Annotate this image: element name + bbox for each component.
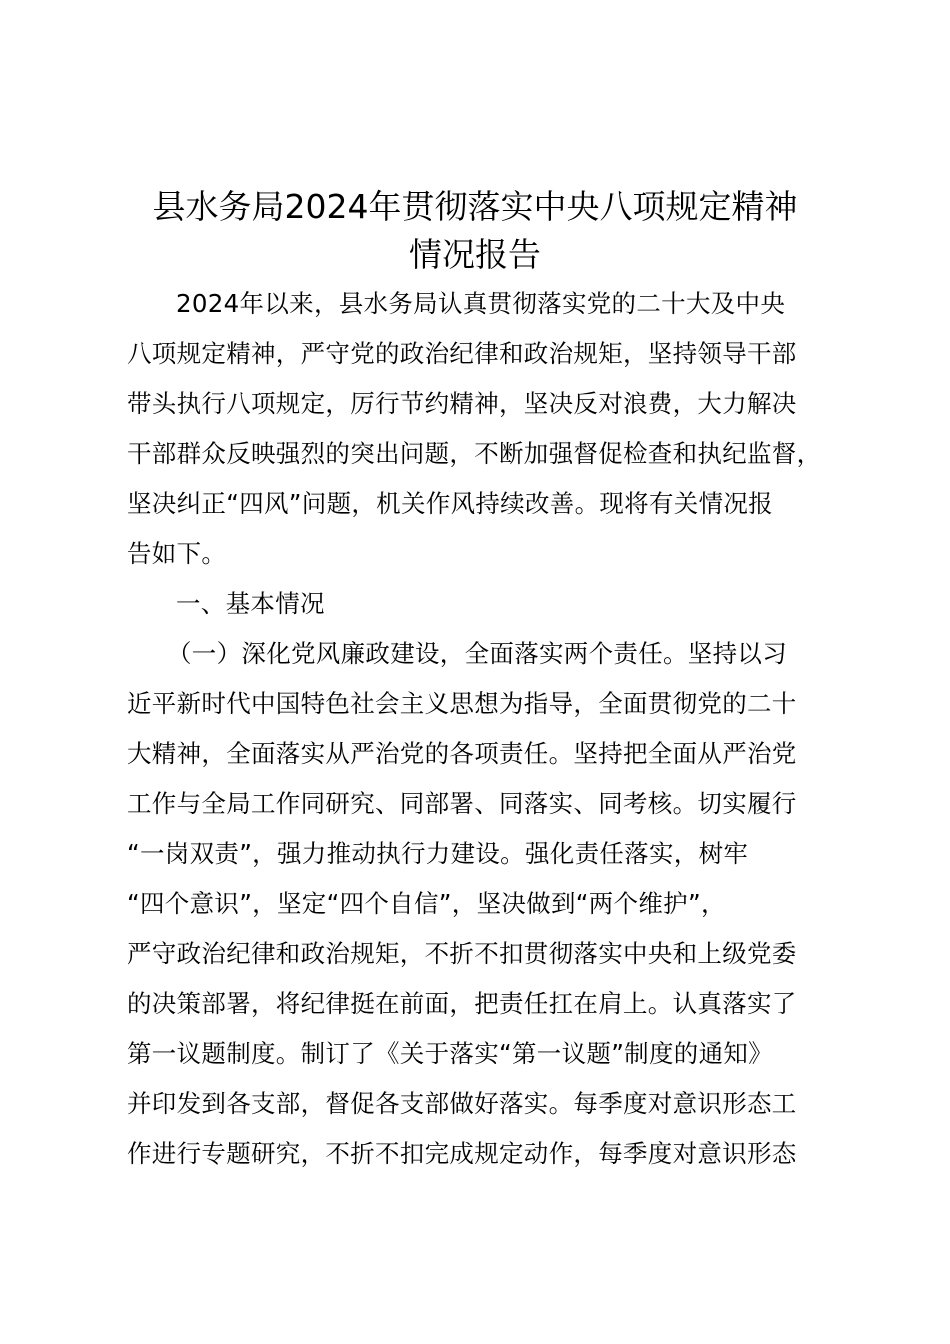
paragraph-2-line: 作进行专题研究，不折不扣完成规定动作，每季度对意识形态 (127, 1139, 797, 1168)
document-title (100, 183, 850, 279)
paragraph-2-line: “一岗双责”，强力推动执行力建设。强化责任落实，树牢 (127, 839, 749, 868)
paragraph-2-line: 第一议题制度。制订了《关于落实“第一议题”制度的通知》 (127, 1039, 773, 1068)
paragraph-2-line: 大精神，全面落实从严治党的各项责任。坚持把全面从严治党 (127, 739, 797, 768)
paragraph-2-line: 近平新时代中国特色社会主义思想为指导，全面贯彻党的二十 (127, 689, 797, 718)
title-line-1: 县水务局2024年贯彻落实中央八项规定精神 (152, 187, 798, 226)
paragraph-2-line: “四个意识”，坚定“四个自信”，坚决做到“两个维护”， (127, 889, 726, 918)
paragraph-2-line: 严守政治纪律和政治规矩，不折不扣贯彻落实中央和上级党委 (127, 939, 797, 968)
paragraph-2-line: 的决策部署，将纪律挺在前面，把责任扛在肩上。认真落实了 (127, 989, 797, 1018)
paragraph-1-line: 告如下。 (127, 539, 227, 568)
paragraph-2-line: 并印发到各支部，督促各支部做好落实。每季度对意识形态工 (127, 1089, 797, 1118)
paragraph-1-line: 2024年以来，县水务局认真贯彻落实党的二十大及中央 (176, 289, 786, 318)
paragraph-1-line: 干部群众反映强烈的突出问题，不断加强督促检查和执纪监督， (127, 439, 822, 468)
paragraph-2-line: 工作与全局工作同研究、同部署、同落实、同考核。切实履行 (127, 789, 797, 818)
document-body (127, 286, 835, 1186)
paragraph-2-line: （一）深化党风廉政建设，全面落实两个责任。坚持以习 (167, 639, 787, 668)
paragraph-1-line: 坚决纠正“四风”问题，机关作风持续改善。现将有关情况报 (127, 489, 773, 518)
paragraph-1-line: 带头执行八项规定，厉行节约精神，坚决反对浪费，大力解决 (127, 389, 797, 418)
section-heading: 一、基本情况 (176, 589, 325, 618)
title-line-2: 情况报告 (409, 235, 541, 274)
paragraph-1-line: 八项规定精神，严守党的政治纪律和政治规矩，坚持领导干部 (127, 339, 797, 368)
